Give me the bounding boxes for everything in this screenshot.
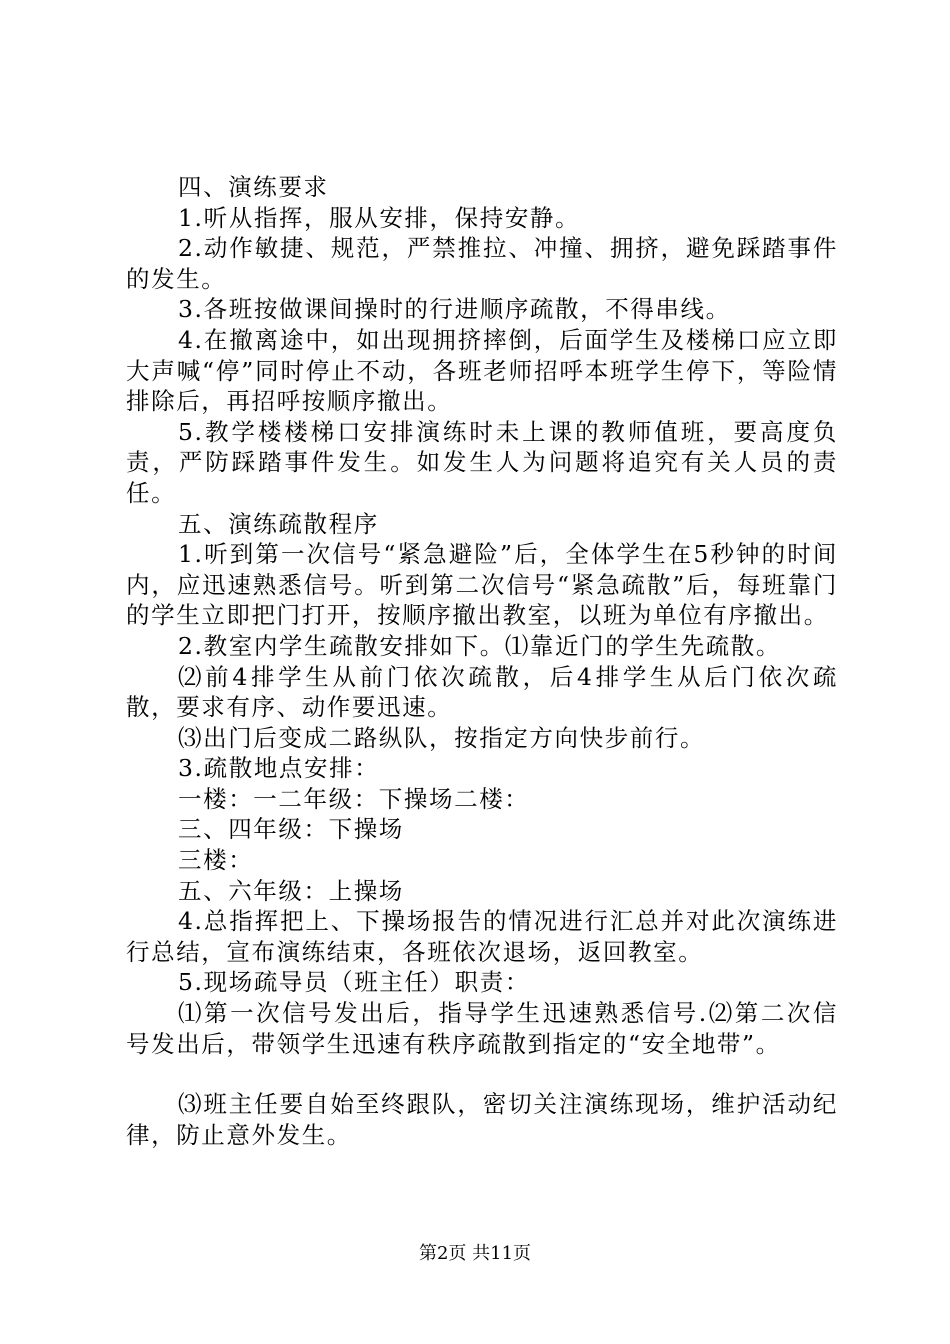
section-heading-procedure: 五、演练疏散程序 (178, 509, 379, 538)
page-number-footer: 第2页 共11页 (418, 1243, 532, 1264)
paragraph: 3.疏散地点安排： (178, 754, 380, 783)
paragraph: ⑶班主任要自始至终跟队，密切关注演练现场，维护活动纪律，防止意外发生。 (126, 1090, 838, 1149)
paragraph: 2.教室内学生疏散安排如下。⑴靠近门的学生先疏散。 (178, 631, 781, 660)
paragraph: ⑴第一次信号发出后，指导学生迅速熟悉信号.⑵第二次信号发出后，带领学生迅速有秩序疏散到指定的“安全地带”。 (126, 999, 838, 1058)
paragraph: 5.现场疏导员（班主任）职责： (178, 968, 530, 997)
paragraph: ⑵前4排学生从前门依次疏散，后4排学生从后门依次疏散，要求有序、动作要迅速。 (126, 662, 838, 722)
paragraph: 1.听从指挥，服从安排，保持安静。 (178, 203, 581, 232)
paragraph: 5.教学楼楼梯口安排演练时未上课的教师值班，要高度负责，严防踩踏事件发生。如发生人为问题将追究有关人员的责任。 (126, 417, 838, 507)
paragraph-spacer (126, 1059, 838, 1089)
paragraph: 4.在撤离途中，如出现拥挤摔倒，后面学生及楼梯口应立即大声喊“停”同时停止不动，各班老师招呼本班学生停下，等险情排除后，再招呼按顺序撤出。 (126, 325, 838, 416)
paragraph: 三楼： (178, 846, 254, 875)
paragraph: 3.各班按做课间操时的行进顺序疏散，不得串线。 (178, 295, 731, 324)
paragraph: 4.总指挥把上、下操场报告的情况进行汇总并对此次演练进行总结，宣布演练结束，各班依次退场，返回教室。 (126, 907, 838, 966)
paragraph: 三、四年级：下操场 (178, 815, 404, 844)
paragraph: 2.动作敏捷、规范，严禁推拉、冲撞、拥挤，避免踩踏事件的发生。 (126, 234, 838, 293)
paragraph: 1.听到第一次信号“紧急避险”后，全体学生在5秒钟的时间内，应迅速熟悉信号。听到第二次信号“紧急疏散”后，每班靠门的学生立即把门打开，按顺序撤出教室，以班为单位有序撤出。 (126, 540, 838, 630)
paragraph: ⑶出门后变成二路纵队，按指定方向快步前行。 (178, 723, 706, 752)
paragraph: 一楼：一二年级：下操场二楼： (178, 784, 530, 813)
document-body (126, 172, 838, 1150)
section-heading-requirements: 四、演练要求 (178, 173, 329, 201)
paragraph: 五、六年级：上操场 (178, 876, 404, 905)
